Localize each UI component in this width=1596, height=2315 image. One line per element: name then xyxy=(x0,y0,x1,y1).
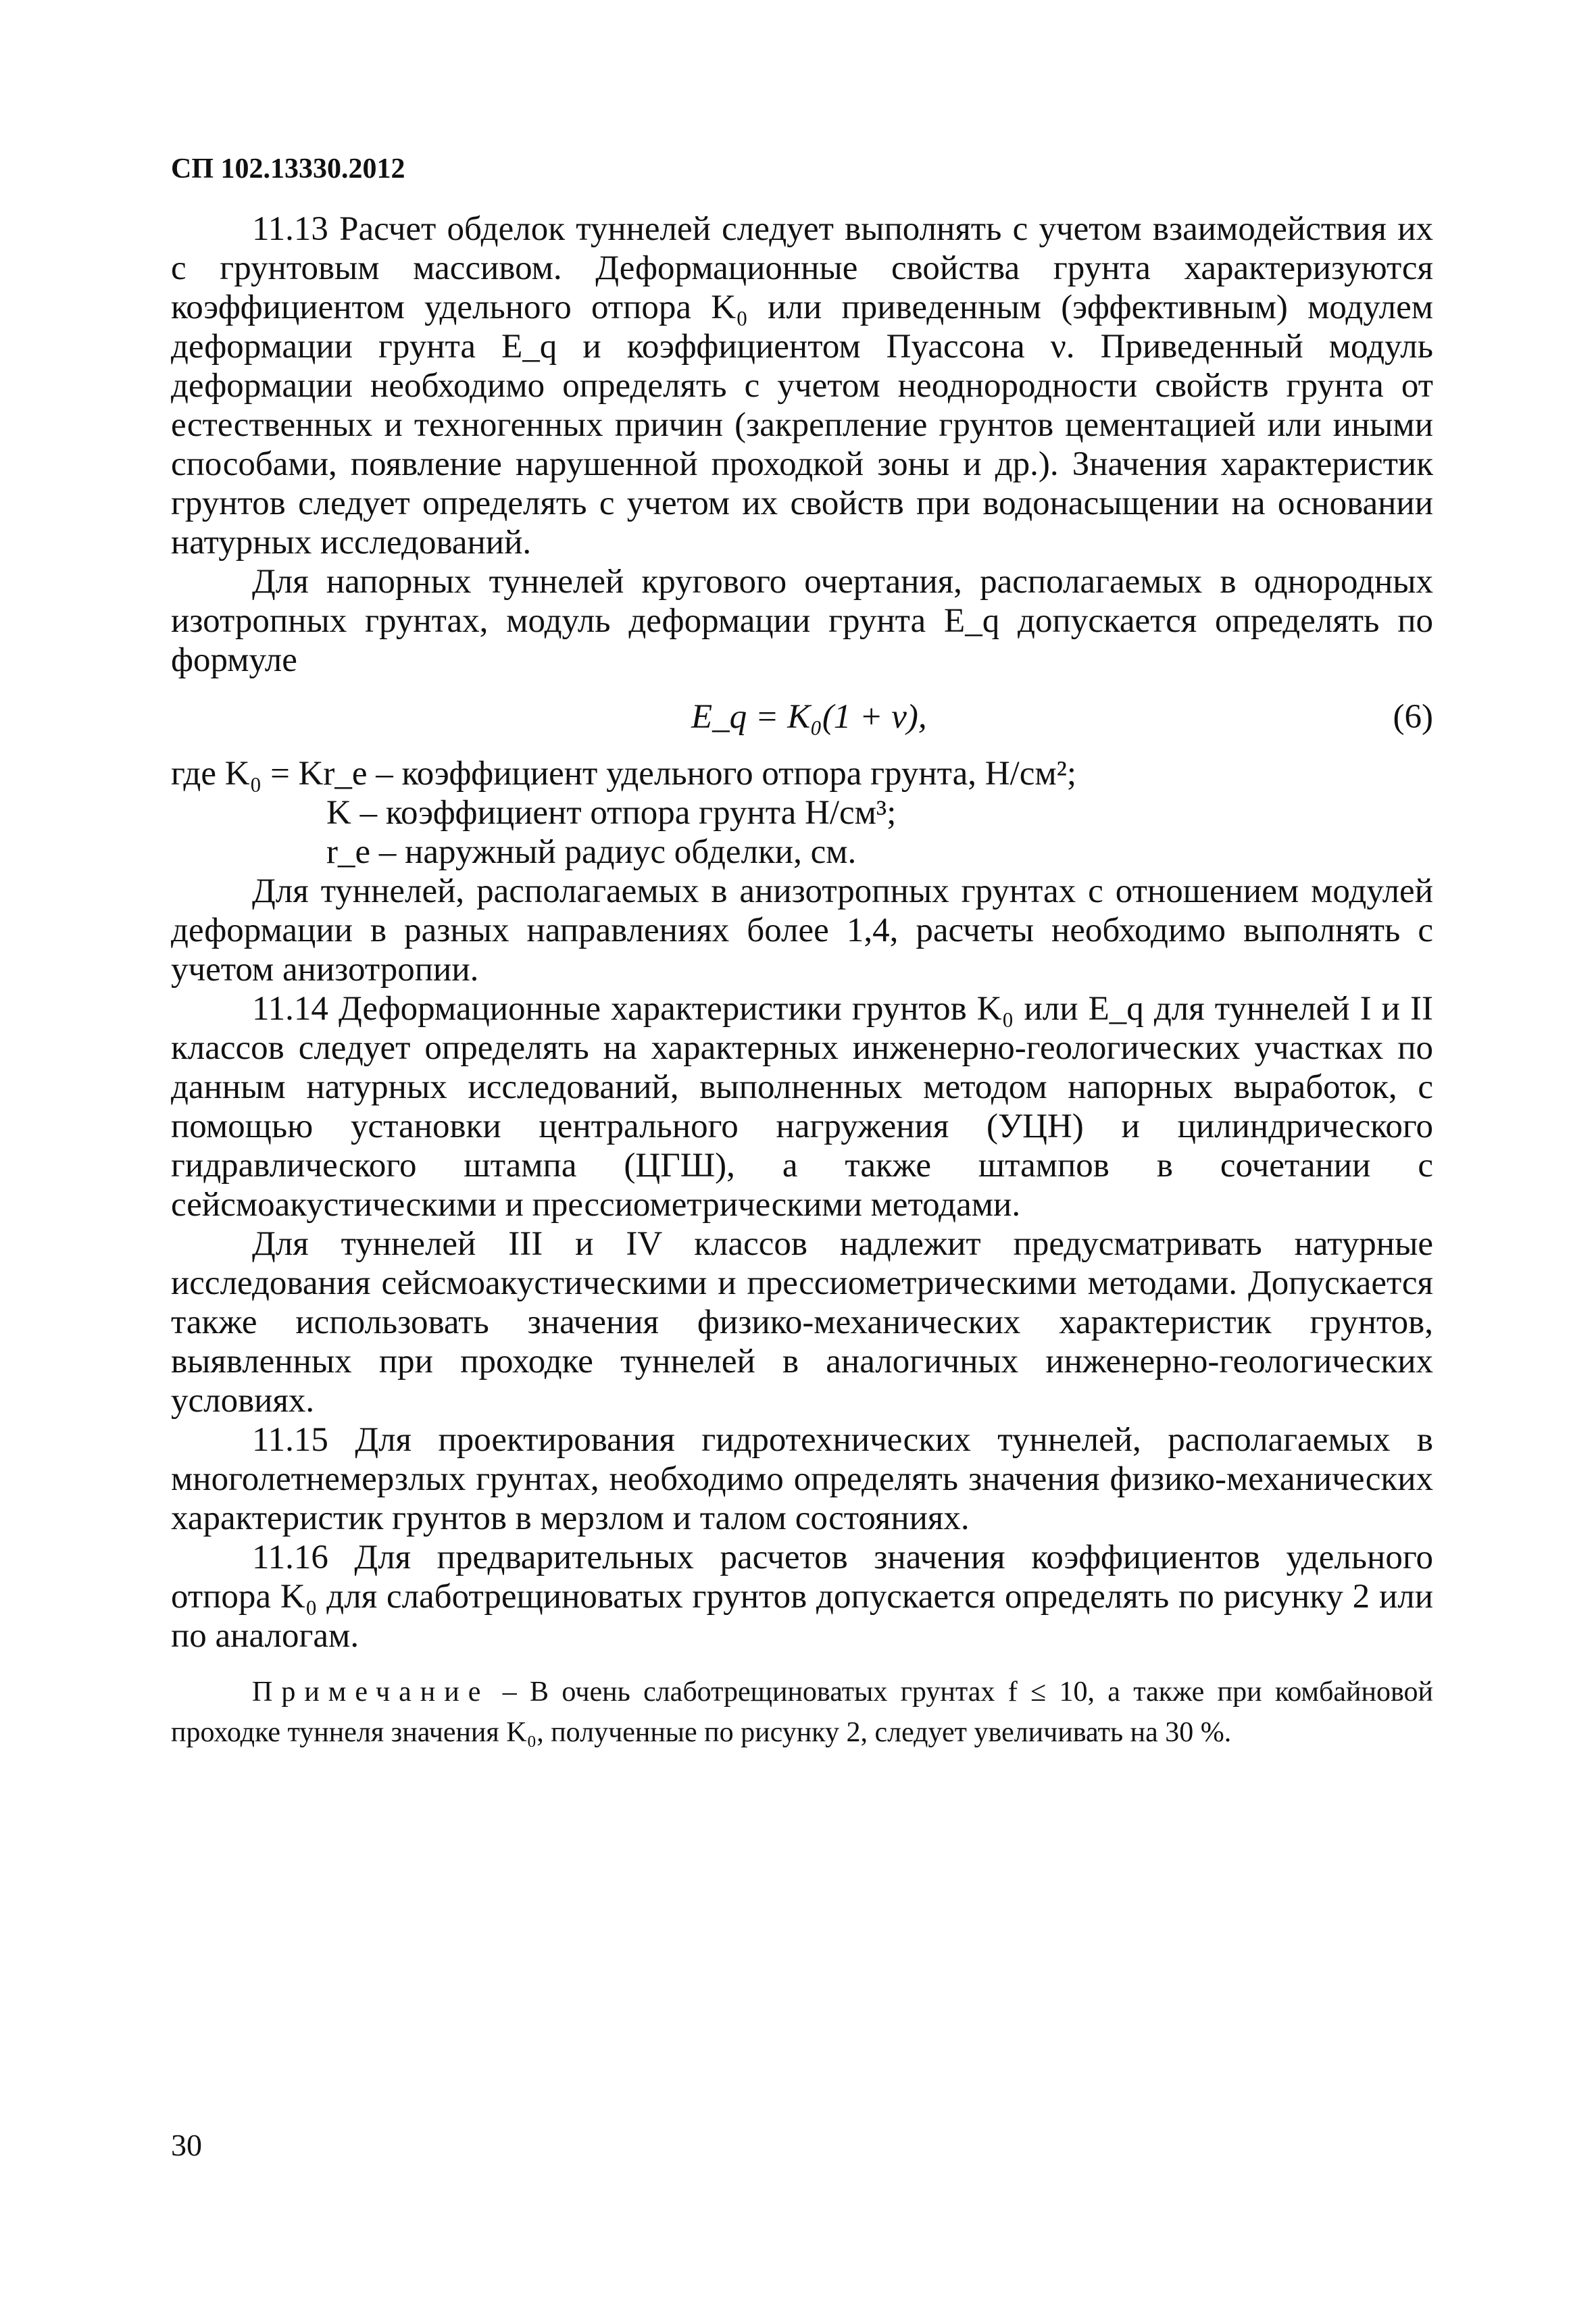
where-line-re: r_e – наружный радиус обделки, см. xyxy=(326,833,857,871)
formula-6: E_q = K₀(1 + ν), xyxy=(691,698,927,736)
paragraph-11-13: 11.13 Расчет обделок туннелей следует выполнять с учетом взаимодействия их с грунтовым массивом. Деформационные свойства грунта характеризуются коэффициентом удельного отпора K₀ или приведенным (эффективным) модулем деформации грунта E_q и коэффициентом Пуассона ν. Приведенный модуль деформации необходимо определять с учетом неоднородности свойств грунта от естественных и техногенных причин (закрепление грунтов цементацией или иными способами, появление нарушенной проходкой зоны и др.). Значения характеристик грунтов следует определять с учетом их свойств при водонасыщении на основании натурных исследований. xyxy=(171,210,1433,562)
paragraph-11-14: 11.14 Деформационные характеристики грунтов K₀ или E_q для туннелей I и II классов следует определять на характерных инженерно-геологических участках по данным натурных исследований, выполненных методом напорных выработок, с помощью установки центрального нагружения (УЦН) и цилиндрического гидравлического штампа (ЦГШ), а также штампов в сочетании с сейсмоакустическими и прессиометрическими методами. xyxy=(171,990,1433,1224)
paragraph-anisotropy: Для туннелей, располагаемых в анизотропных грунтах с отношением модулей деформации в разных направлениях более 1,4, расчеты необходимо выполнять с учетом анизотропии. xyxy=(171,872,1433,989)
document-body xyxy=(171,209,1433,1781)
note-label: Примечание xyxy=(252,1676,490,1708)
note-text: – В очень слаботрещиноватых грунтах f ≤ 10, а также при комбайновой проходке туннеля значения K₀, полученные по рисунку 2, следует увеличивать на 30 %. xyxy=(171,1676,1433,1748)
paragraph-formula-intro: Для напорных туннелей кругового очертания, располагаемых в однородных изотропных грунтах, модуль деформации грунта E_q допускается определять по формуле xyxy=(171,563,1433,679)
formula-row xyxy=(171,680,1433,754)
where-line-k0: где K₀ = Kr_e – коэффициент удельного отпора грунта, Н/см²; xyxy=(171,755,1077,793)
document-header: СП 102.13330.2012 xyxy=(171,153,405,184)
paragraph-class-iii-iv: Для туннелей III и IV классов надлежит предусматривать натурные исследования сейсмоакустическими и прессиометрическими методами. Допускается также использовать значения физико-механических характеристик грунтов, выявленных при проходке туннелей в аналогичных инженерно-геологических условиях. xyxy=(171,1225,1433,1420)
formula-number: (6) xyxy=(1393,698,1433,736)
paragraph-11-16: 11.16 Для предварительных расчетов значения коэффициентов удельного отпора K₀ для слаботрещиноватых грунтов допускается определять по рисунку 2 или по аналогам. xyxy=(171,1539,1433,1655)
where-line-k: K – коэффициент отпора грунта Н/см³; xyxy=(326,794,897,832)
where-block xyxy=(171,754,1433,872)
page-number: 30 xyxy=(171,2128,202,2162)
note xyxy=(171,1672,1433,1753)
paragraph-11-15: 11.15 Для проектирования гидротехнических туннелей, располагаемых в многолетнемерзлых грунтах, необходимо определять значения физико-механических характеристик грунтов в мерзлом и талом состояниях. xyxy=(171,1421,1433,1537)
